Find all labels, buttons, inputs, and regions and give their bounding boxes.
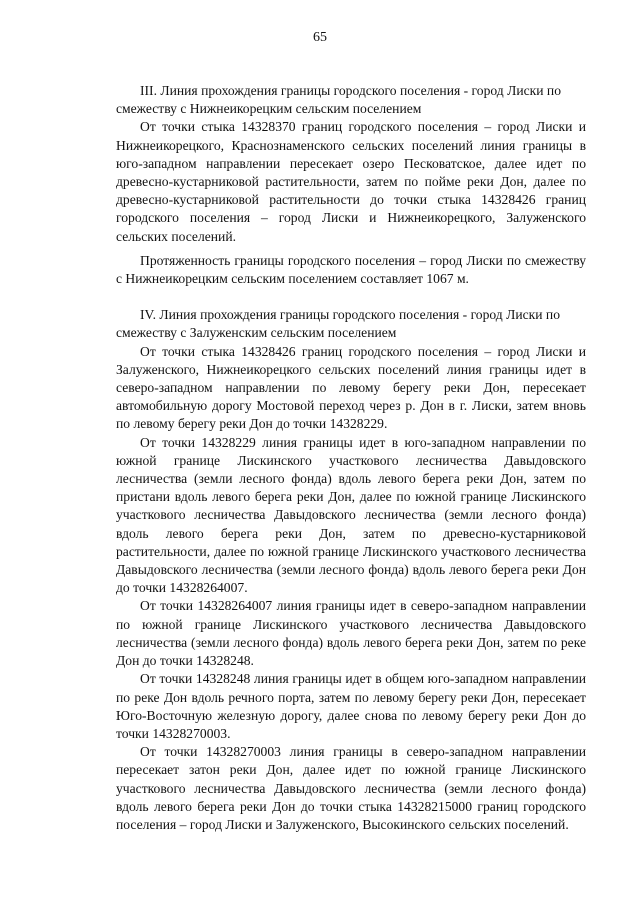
paragraph: От точки 14328270003 линия границы в северо-западном направлении пересекает затон реки Дон, далее идет по южной границе Лискинского участкового лесничества Давыдовского лесничества (земли лесного фонда) вдоль левого берега реки Дон до точки стыка 14328215000 границ городского поселения – город Лиски и Залуженского, Высокинского сельских поселений. <box>116 744 586 832</box>
section-title: IV. Линия прохождения границы городского поселения - город Лиски по смежеству с Залуженским сельским поселением <box>116 307 560 341</box>
section-iii <box>116 82 586 288</box>
section-iv <box>116 306 586 834</box>
document-body <box>116 82 586 834</box>
page-number: 65 <box>313 30 327 45</box>
paragraph: От точки стыка 14328426 границ городского поселения – город Лиски и Залуженского, Нижнеикорецкого сельских поселений линия границы идет в северо-западном направлении по левому берегу реки Дон, пересекает автомобильную дорогу Мостовой переход через р. Дон в г. Лиски, затем вновь по левому берегу реки Дон до точки 14328229. <box>116 343 586 432</box>
paragraph: От точки 14328229 линия границы идет в юго-западном направлении по южной границе Лискинского участкового лесничества Давыдовского лесничества (земли лесного фонда) вдоль левого берега реки Дон, затем по пристани вдоль левого берега реки Дон, далее по южной границе Лискинского участкового лесничества Давыдовского лесничества (земли лесного фонда) вдоль левого берега реки Дон, затем по древесно-кустарниковой растительности, далее по южной границе Лискинского участкового лесничества Давыдовского лесничества (земли лесного фонда) вдоль левого берега реки Дон до точки 14328264007. <box>116 434 586 596</box>
paragraph: От точки стыка 14328370 границ городского поселения – город Лиски и Нижнеикорецкого, Краснознаменского сельских поселений линия границы в юго-западном направлении пересекает озеро Песковатское, далее идет по древесно-кустарниковой растительности, затем по пойме реки Дон, далее по древесно-кустарниковой растительности до точки стыка 14328426 границ городского поселения – город Лиски и Нижнеикорецкого, Залуженского сельских поселений. <box>116 119 586 244</box>
paragraph: Протяженность границы городского поселения – город Лиски по смежеству с Нижнеикорецким сельским поселением составляет 1067 м. <box>116 252 586 287</box>
section-title: III. Линия прохождения границы городского поселения - город Лиски по смежеству с Нижнеикорецким сельским поселением <box>116 83 561 117</box>
paragraph: От точки 14328264007 линия границы идет в северо-западном направлении по южной границе Лискинского участкового лесничества Давыдовского лесничества (земли лесного фонда) вдоль левого берега реки Дон, затем по реке Дон до точки 14328248. <box>116 598 586 669</box>
paragraph: От точки 14328248 линия границы идет в общем юго-западном направлении по реке Дон вдоль речного порта, затем по левому берегу реки Дон, пересекает Юго-Восточную железную дорогу, далее снова по левому берегу реки Дон до точки 14328270003. <box>116 671 586 741</box>
